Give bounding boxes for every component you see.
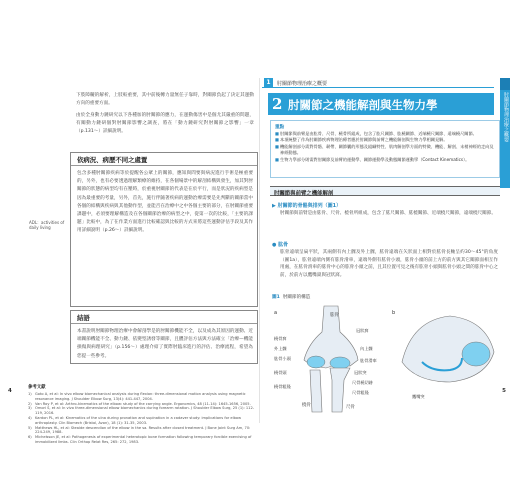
elbow-diagram <box>272 302 498 414</box>
key-points-title: 重點 <box>275 125 285 130</box>
label-radial-fossa: 橈骨窩 <box>274 336 287 341</box>
label-trochlea: 肱骨滑車 <box>360 358 377 363</box>
label-radius: 橈骨 <box>302 403 311 408</box>
margin-note-adl: ADL：activities of daily living <box>29 220 65 231</box>
right-page <box>262 78 510 423</box>
page-number-right: 5 <box>502 388 506 394</box>
bullet-icon: ■ <box>275 137 279 143</box>
page-number-left: 4 <box>8 388 12 394</box>
chapter-header <box>262 78 494 88</box>
section-body: 本書說明肘關節物理治療中會解剖學是的肘關節機能不全，以及成為其原因的運動、近端關節機能不全、動力鏈、依變型誘發等關節，且體評估方法與方法確立「治療—機能損傷與病理研究」（p.156～）處理介紹了實際肘臨床進行的評估、治療流程，希望為您提一些參考。 <box>77 329 253 359</box>
label-radial-head: 橈骨頭 <box>274 370 287 375</box>
bones-alignment-text: 肘關節與前臂是由肱骨、尺骨、橈骨所組成，包含了肱尺關節、肱橈關節、近端橈尺關節，遠端橈尺關節。 <box>280 211 496 216</box>
subsection-header <box>270 186 500 196</box>
references <box>28 384 256 445</box>
label-ulnar-tuberosity: 尺骨粗隆 <box>352 390 369 395</box>
label-lateral-epicondyle: 外上髁 <box>274 346 287 351</box>
panel-a-label: a <box>274 310 278 316</box>
label-coronoid-fossa: 冠狀窩 <box>356 328 369 333</box>
references-title: 參考文獻 <box>28 385 46 390</box>
chapter-number: 1 <box>264 78 273 88</box>
key-point: ■ 肘關節與前臂是由肱骨、尺骨、橈骨所組成，包含了肱尺關節、肱橈關節、近端橈尺關節、遠端橈尺關節。 <box>275 131 477 136</box>
bullet-icon: ■ <box>275 143 279 149</box>
side-tab-number-box <box>500 78 510 90</box>
bullet-icon: ■ <box>275 156 279 162</box>
section-title: 依病況、病歷不同之處置 <box>77 156 148 164</box>
section-title-block <box>268 93 494 115</box>
chapter-label: 肘關節物理治療之概要 <box>277 81 328 87</box>
key-point: ■ 本項統整了作為肘關節疾病物理治療者應於肘關節與前臂之機能解剖與生物力學相關見解。 <box>275 137 448 143</box>
reference-item: 2) Van Roy P, et al: Arthro-kinematics of the elbow: study of the carrying angle. Ergonomics, 48 (11-14): 1645-1656, 2005. <box>28 401 251 406</box>
reference-item: 4) Kardon PL, et al: Kinematics of the ulna during pronation and supination in a cadaver study: implications for elbow arthroplasty. Clin Biomech (Bristol, Avon), 18 (1): 31-35, 2003. <box>28 415 242 425</box>
section-divider <box>71 165 257 166</box>
chapter-side-tab <box>500 78 510 188</box>
section-number: 2 <box>272 95 283 113</box>
key-point: ■ 生物力學部分則需對肘關節及前臂的運動學、關節運動學及動態關節運動學（Contact Kinematics）。 <box>275 156 470 162</box>
reference-item: 3) Omori S, et al: In vivo three-dimensional elbow biomechanics during forearm rotation. J Shoulder Elbow Surg, 25 (1): 112-119, 2016. <box>28 406 255 416</box>
section-divider <box>71 323 257 324</box>
reference-item: 6) Michelsson JE, et al: Pathogenesis of experimental heterotopic bone formation following temporary forcible exercising of immobilized limbs. Clin Orthop Relat Res, 265: 272, 1983. <box>28 435 252 444</box>
section-title: 結語 <box>77 314 90 322</box>
section-body: 包含多種肘關節疾病等於提醒各公眾上的關節，應知與問要與病況進行手術是極重要的，另外，也有必要透過理解類療的維持，在各個場景中的解剖結構與發生，加其對肘關節的狀態的病型均有在壓時，於重視肘關節的代表是在於平行，而是狀況的疾病型是因為最重要的考量，另外，首先，施行伴隨著疾病的運動治療需要是先判斷的關節當中各個的結構與疾病與其他動作型，並能否在治療中之中各個主要的部分，在肘關節重要課題中，必須要理解構造及在各個關節治療的病型之中，從第一次的比較，「主要的課題」比較中，為了在作業方面進行比較確認與比較的方式來將這些運動評估手段及其作用詳細說明（p.26～）詳細說明。 <box>77 171 253 234</box>
label-radial-notch: 尺骨橈切跡 <box>352 380 373 385</box>
book-gutter <box>259 78 260 423</box>
label-coronoid: 冠狀突 <box>354 370 367 375</box>
reference-item: 1) Goto A, et al: In vivo elbow biomechanical analysis during flexion: three-dimensional motion analysis using magnetic resonance imaging. J Shoulder Elbow Surg, 13(4): 441-447, 2004. <box>28 392 246 401</box>
side-tab-text: 肘關節物理治療之概要 <box>503 92 509 142</box>
figure-caption: 圖1 肘關節的構造 <box>272 295 311 300</box>
label-medial-epicondyle: 內上髁 <box>360 346 373 351</box>
label-olecranon: 鷹嘴突 <box>412 394 425 399</box>
reference-item: 5) Matthews HL, et al: Steaide descendion of the elbow in the sa. Results after closed treatment. J Bone Joint Surg Am, 70: 224-249, 1988. <box>28 425 251 435</box>
radius-shape-a <box>310 370 322 412</box>
figure-elbow-structure <box>272 294 498 414</box>
trochlea-a <box>330 357 350 369</box>
label-ulna: 尺骨 <box>346 405 355 410</box>
left-page <box>8 78 258 444</box>
label-tuberosity: 橈骨粗隆 <box>274 384 291 389</box>
subsection-title: 肘關節與前臂之機能解剖 <box>274 191 334 197</box>
heading-humerus: ● 肱骨 <box>272 242 289 248</box>
key-points-box <box>270 120 500 178</box>
bullet-icon: ■ <box>275 131 279 136</box>
key-points-list <box>275 131 495 163</box>
capitulum-a <box>307 356 325 368</box>
heading-bones-alignment: ▶ 肘關節的骨骼與排列（圖1） <box>272 203 342 209</box>
humerus-text: 肱骨遠端呈扁平狀，其兩側有內上髁及外上髁，肱骨遠端在矢狀面上相對於肱骨長軸呈約30～45°的角度（圖1a），肱骨遠端內側有肱骨滑車，遠端外側有肱骨小頭，肱骨小頭的前上方的前方與其它關節面相互作用處，在肱骨滑車的肱骨中心的肱骨小頭之前，且其位置可見之後有肱骨小頭與肱骨小頭之間的肱骨中心之前，於前方以鷹嘴窩與冠狀窩。 <box>280 250 498 278</box>
panel-b-label: b <box>392 310 396 316</box>
capitulum-b <box>462 342 490 366</box>
section-treatment-by-condition <box>70 152 258 307</box>
left-intro-paragraph: 下肢障礙的解析，上肢較重要，其中前後轉力量無任子靠時，對關節負起了決定其運動方向的重要方面。 <box>76 93 254 107</box>
label-humerus: 肱骨 <box>330 313 339 318</box>
label-capitulum: 肱骨小頭 <box>274 356 291 361</box>
left-second-paragraph: 由於全身動力鏈研究以下各種加的肘關節的應力，在運動傷害中是個尤其嚴重的問題，有關動力鏈研個對肘關節影響之調查，將在「動力鏈研究對肘關節之影響」一章（p.131～）詳細說明。 <box>76 113 254 135</box>
section-title: 肘關節之機能解剖與生物力學 <box>288 98 438 112</box>
section-conclusion <box>70 310 258 364</box>
key-point: ■ 機能解剖部分需對骨骼、韌帶、關節囊的形態及組織特性、肌肉解剖學方面的特徵、機能、解剖、末梢神經的走向及神經動態。 <box>275 143 494 156</box>
